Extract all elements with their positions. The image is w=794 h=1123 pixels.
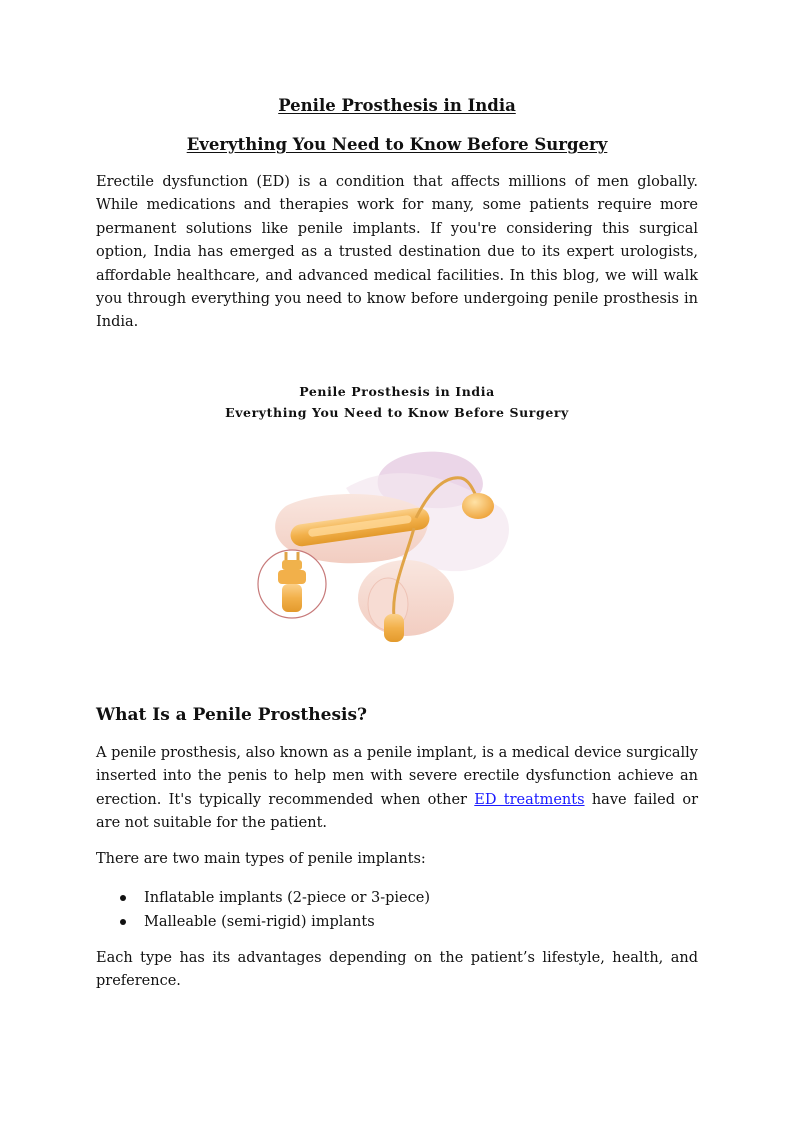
ed-treatments-link[interactable]: ED treatments [474, 791, 585, 808]
list-item-text: Malleable (semi-rigid) implants [144, 914, 375, 930]
penile-implant-illustration [256, 448, 526, 648]
definition-text-before-link: A penile prosthesis, also known as a penile implant, is a medical device surgically inserted into the penis to help men with severe erectile dysfunction achieve an erection. It's typically recommended when other [96, 745, 698, 808]
reservoir-shape [462, 493, 494, 519]
list-item [96, 886, 430, 910]
list-item [96, 910, 430, 934]
bullet-icon [120, 919, 126, 925]
advantages-paragraph: Each type has its advantages depending on the patient’s lifestyle, health, and preference. [96, 950, 698, 990]
page-title: Penile Prosthesis in India [278, 96, 516, 115]
page-subtitle: Everything You Need to Know Before Surgery [186, 135, 608, 154]
bullet-icon [120, 895, 126, 901]
figure-caption-subtitle: Everything You Need to Know Before Surgery [225, 405, 569, 420]
figure [96, 380, 698, 670]
pump-shape [384, 614, 404, 642]
definition-paragraph [96, 742, 698, 836]
types-intro-paragraph: There are two main types of penile implants: [96, 851, 426, 867]
section-heading: What Is a Penile Prosthesis? [96, 705, 368, 725]
intro-paragraph: Erectile dysfunction (ED) is a condition that affects millions of men globally. While medications and therapies work for many, some patients require more permanent solutions like penile implants. If you're considering this surgical option, India has emerged as a trusted destination due to its expert urologists, affordable healthcare, and advanced medical facilities. In this blog, we will walk you through everything you need to know before undergoing penile prosthesis in India. [96, 174, 698, 331]
inset-connector [282, 560, 302, 570]
figure-caption-title: Penile Prosthesis in India [299, 384, 495, 399]
implant-types-list [96, 886, 430, 934]
list-item-text: Inflatable implants (2-piece or 3-piece) [144, 890, 430, 906]
definition-text-after-link: have failed or are not suitable for the patient. [96, 791, 698, 832]
